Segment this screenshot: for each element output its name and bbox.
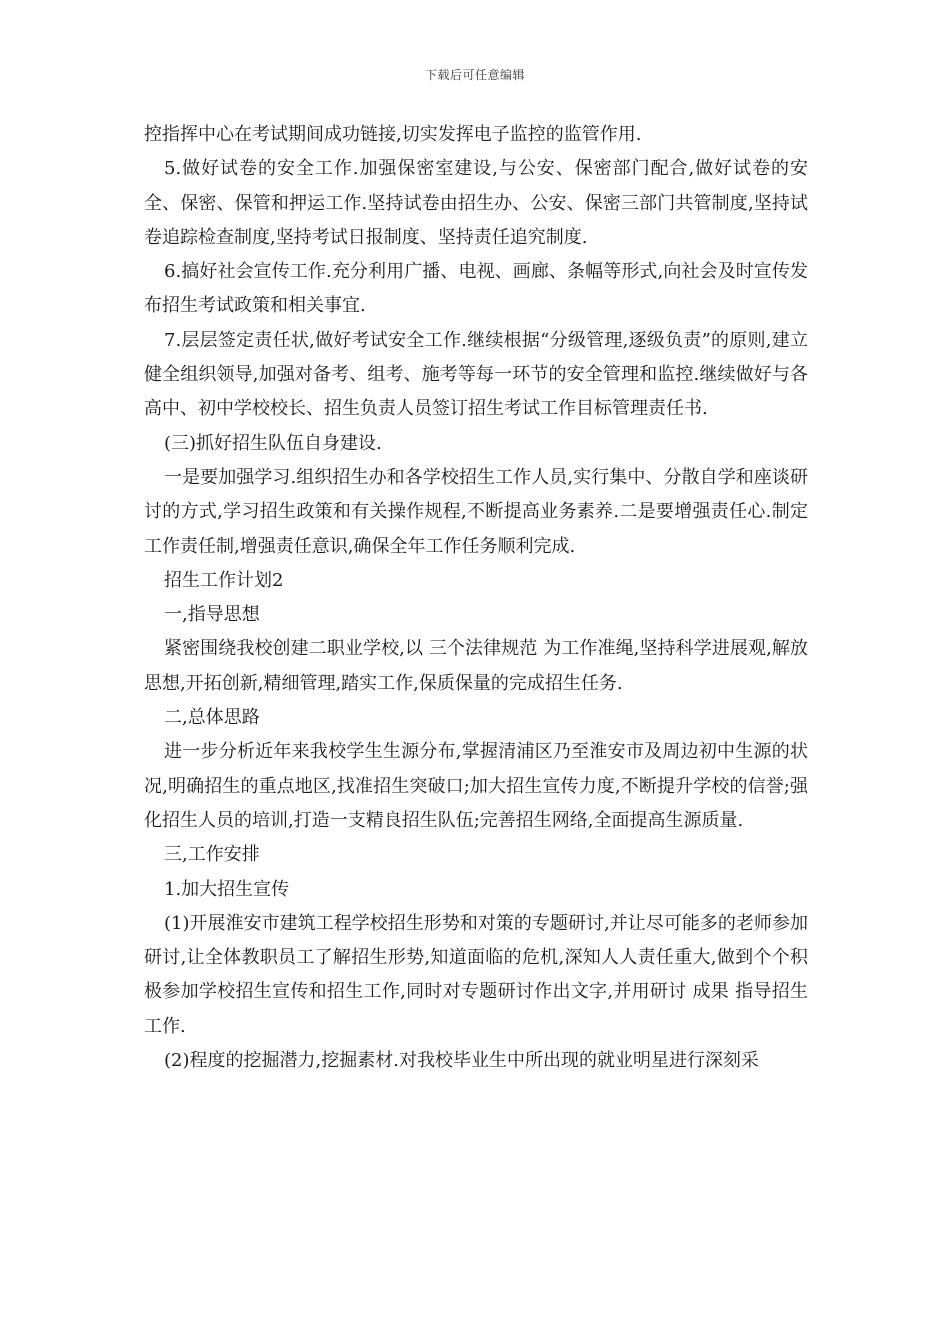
paragraph: 6.搞好社会宣传工作.充分利用广播、电视、画廊、条幅等形式,向社会及时宣传发布招生考试政策和相关事宜.	[144, 261, 808, 317]
paragraph: (1)开展淮安市建筑工程学校招生形势和对策的专题研讨,并让尽可能多的老师参加研讨,让全体教职员工了解招生形势,知道面临的危机,深知人人责任重大,做到个个积极参加学校招生宣传和招生工作,同时对专题研讨作出文字,并用研讨 成果 指导招生工作.	[144, 912, 808, 1037]
paragraph: 一是要加强学习.组织招生办和各学校招生工作人员,实行集中、分散自学和座谈研讨的方式,学习招生政策和有关操作规程,不断提高业务素养.二是要增强责任心.制定工作责任制,增强责任意识,确保全年工作任务顺利完成.	[144, 466, 808, 557]
paragraph: 紧密围绕我校创建二职业学校,以 三个法律规范 为工作准绳,坚持科学进展观,解放思想,开拓创新,精细管理,踏实工作,保质保量的完成招生任务.	[144, 638, 808, 694]
document-body	[144, 118, 808, 1078]
paragraph: (2)程度的挖掘潜力,挖掘素材.对我校毕业生中所出现的就业明星进行深刻采	[164, 1050, 759, 1072]
section-heading: 一,指导思想	[164, 604, 260, 626]
page-header: 下载后可任意编辑	[424, 68, 525, 82]
section-heading: 二,总体思路	[164, 707, 260, 729]
document-title: 招生工作计划2	[164, 569, 284, 591]
paragraph: 控指挥中心在考试期间成功链接,切实发挥电子监控的监管作用.	[144, 124, 642, 145]
paragraph: 进一步分析近年来我校学生生源分布,掌握清浦区乃至淮安市及周边初中生源的状况,明确招生的重点地区,找准招生突破口;加大招生宣传力度,不断提升学校的信誉;强化招生人员的培训,打造一支精良招生队伍;完善招生网络,全面提高生源质量.	[144, 741, 808, 831]
subsection-heading: 1.加大招生宣传	[164, 878, 290, 900]
paragraph: 5.做好试卷的安全工作.加强保密室建设,与公安、保密部门配合,做好试卷的安全、保密、保管和押运工作.坚持试卷由招生办、公安、保密三部门共管制度,坚持试卷追踪检查制度,坚持考试日报制度、坚持责任追究制度.	[144, 158, 808, 248]
section-heading: (三)抓好招生队伍自身建设.	[164, 432, 382, 454]
paragraph: 7.层层签定责任状,做好考试安全工作.继续根据“分级管理,逐级负责”的原则,建立健全组织领导,加强对备考、组考、施考等每一环节的安全管理和监控.继续做好与各高中、初中学校校长、招生负责人员签订招生考试工作目标管理责任书.	[144, 329, 808, 420]
section-heading: 三,工作安排	[164, 844, 260, 866]
